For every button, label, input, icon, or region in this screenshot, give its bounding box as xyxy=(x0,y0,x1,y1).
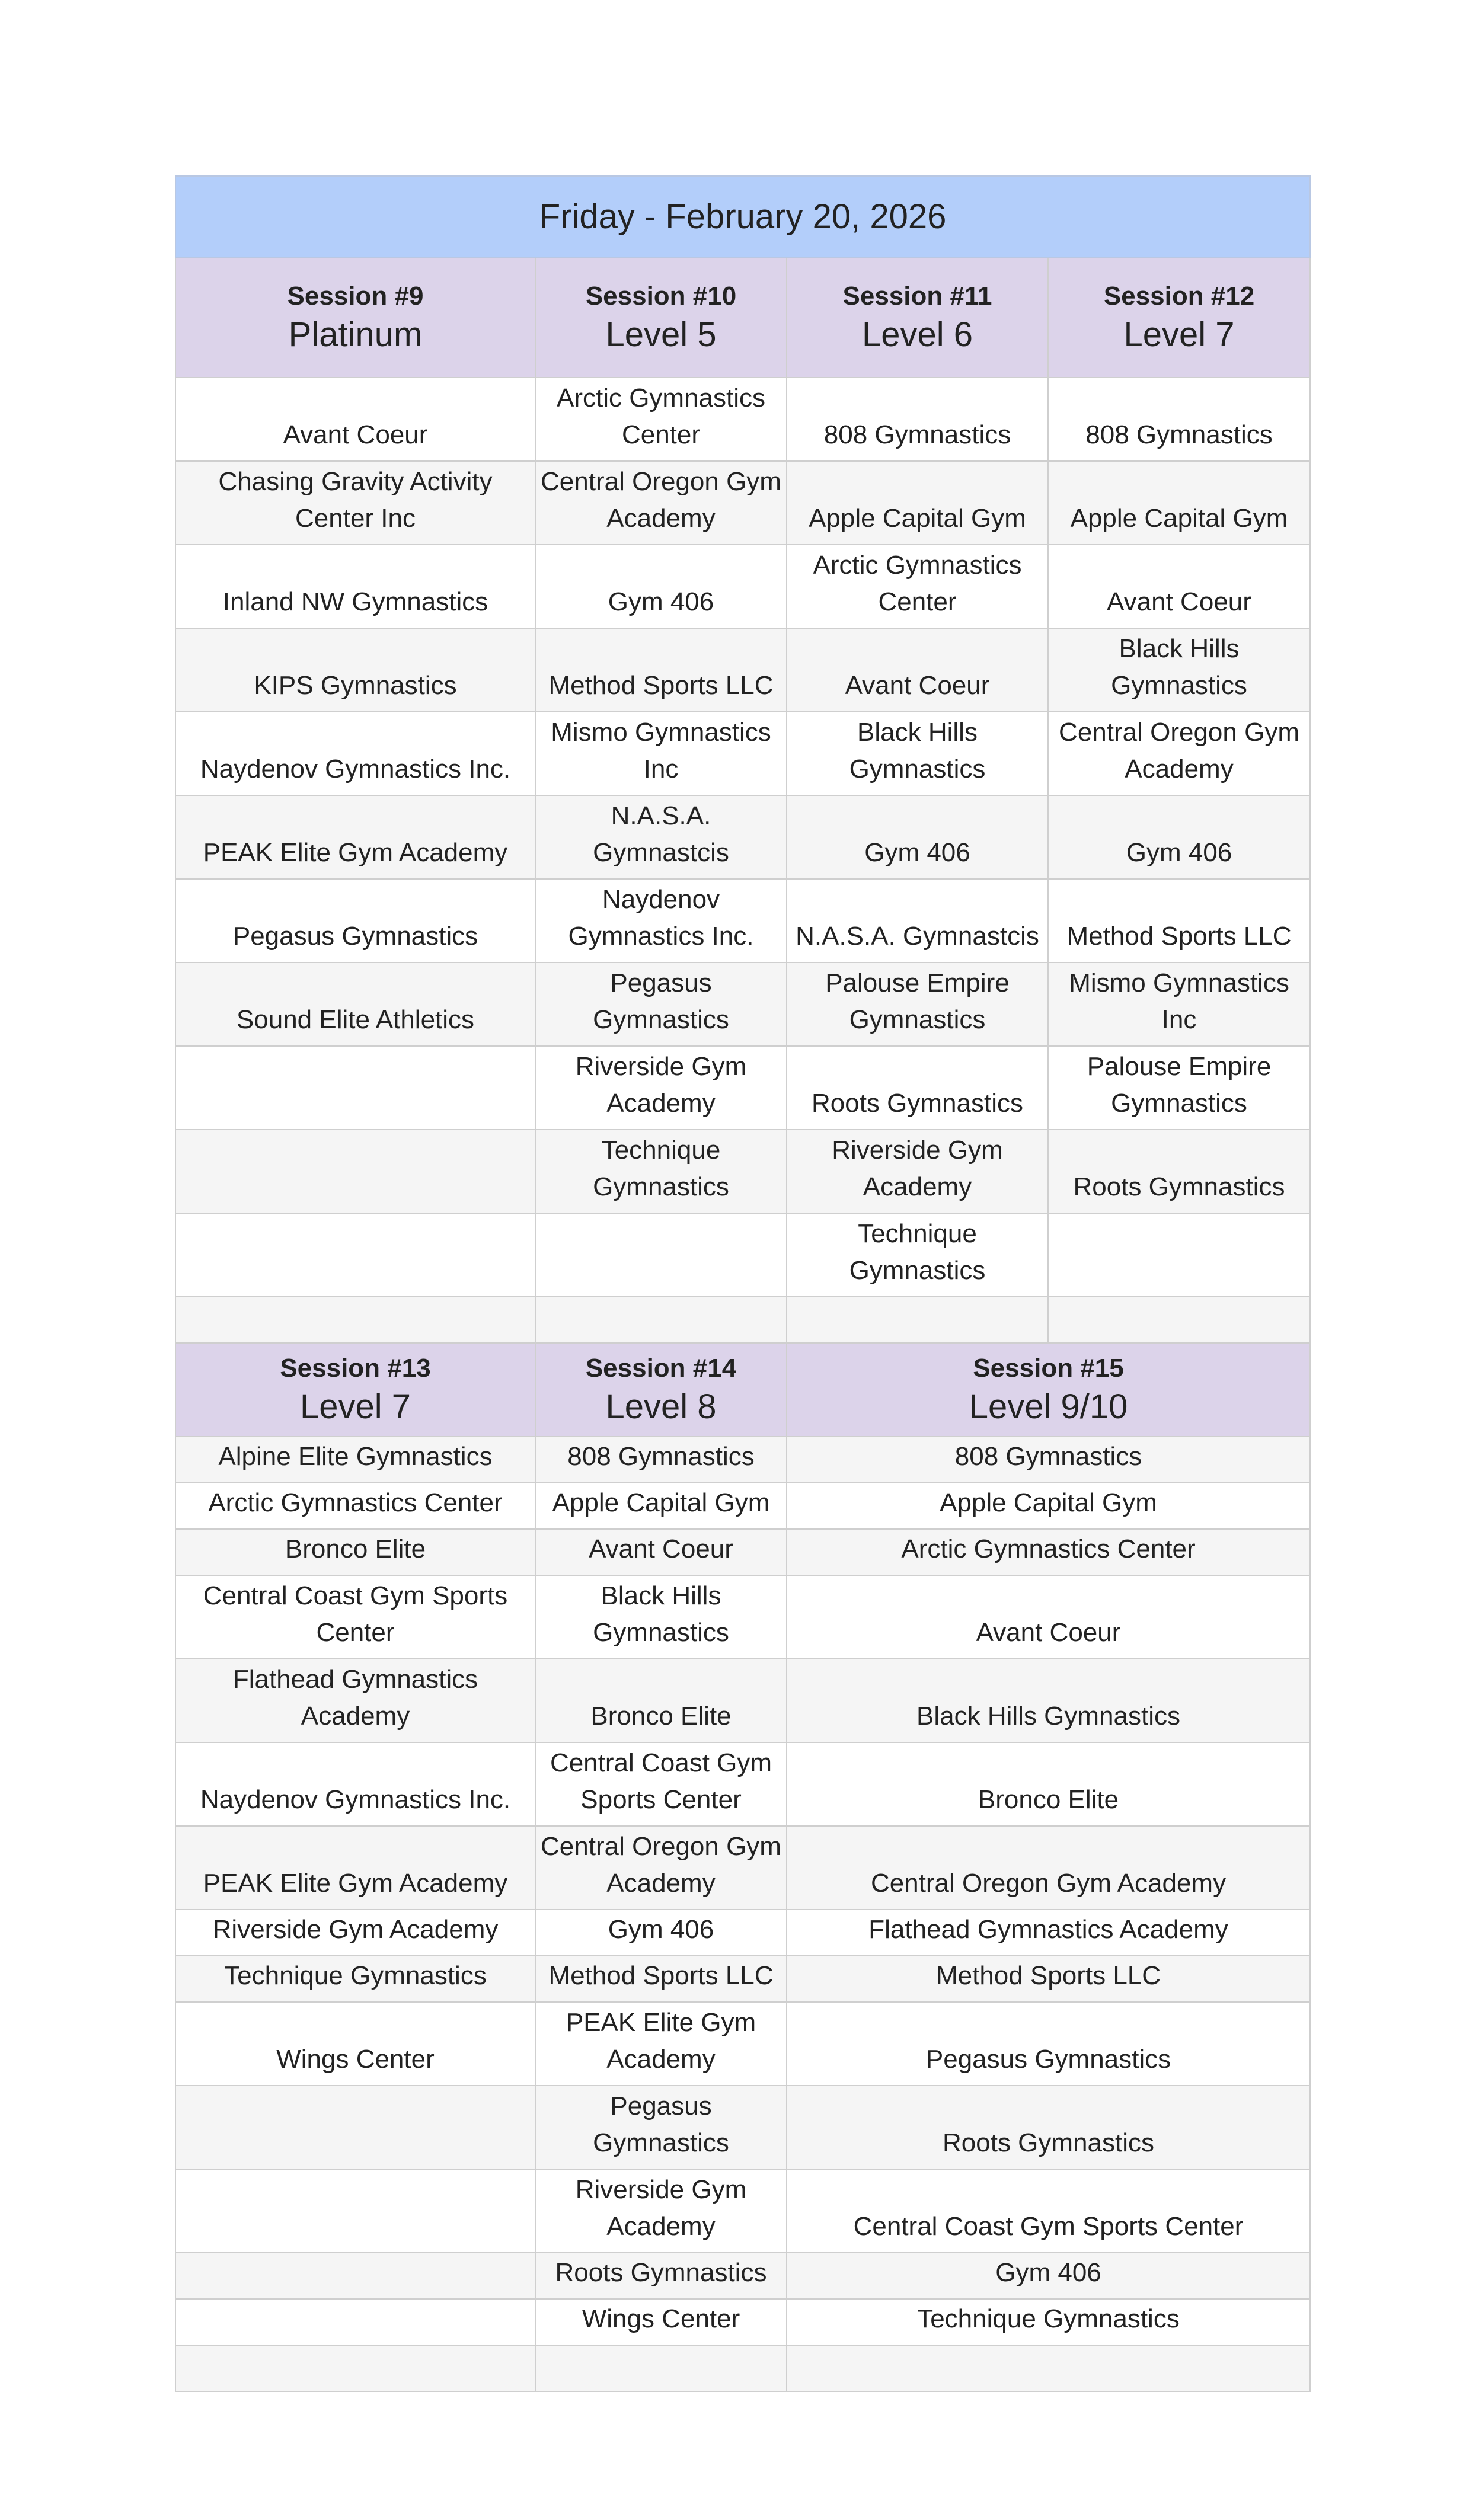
table-row xyxy=(175,1130,1310,1213)
gym-cell: Avant Coeur xyxy=(787,628,1048,712)
gym-cell: Apple Capital Gym xyxy=(787,461,1048,545)
table-row xyxy=(175,1826,1310,1910)
empty-cell xyxy=(535,1297,787,1343)
gym-cell: Black Hills Gymnastics xyxy=(535,1575,787,1659)
gym-cell xyxy=(175,1130,535,1213)
session-level: Level 5 xyxy=(605,315,717,354)
gym-cell: Method Sports LLC xyxy=(535,1956,787,2002)
table-row xyxy=(175,1742,1310,1826)
spacer-row xyxy=(175,1297,1310,1343)
empty-cell xyxy=(175,1297,535,1343)
table-row xyxy=(175,2086,1310,2169)
table-row xyxy=(175,1213,1310,1297)
date-title: Friday - February 20, 2026 xyxy=(175,176,1310,258)
gym-cell: Riverside Gym Academy xyxy=(535,1046,787,1130)
gym-cell: Gym 406 xyxy=(535,1910,787,1956)
gym-cell: Gym 406 xyxy=(787,2253,1310,2299)
session-level: Platinum xyxy=(288,315,423,354)
gym-cell xyxy=(175,2086,535,2169)
gym-cell: Arctic Gymnastics Center xyxy=(787,545,1048,628)
gym-cell: Central Oregon Gym Academy xyxy=(535,461,787,545)
session-header xyxy=(535,1343,787,1437)
gym-cell: Central Oregon Gym Academy xyxy=(1048,712,1310,795)
gym-cell: Wings Center xyxy=(535,2299,787,2345)
gym-cell xyxy=(175,2299,535,2345)
gym-cell: Riverside Gym Academy xyxy=(787,1130,1048,1213)
gym-cell: 808 Gymnastics xyxy=(1048,378,1310,461)
gym-cell: Naydenov Gymnastics Inc. xyxy=(535,879,787,962)
table-row xyxy=(175,1529,1310,1575)
gym-cell: 808 Gymnastics xyxy=(787,378,1048,461)
session-level: Level 6 xyxy=(861,315,973,354)
session-number: Session #12 xyxy=(1103,282,1255,311)
gym-cell: Central Oregon Gym Academy xyxy=(535,1826,787,1910)
empty-cell xyxy=(175,2345,535,2391)
gym-cell: Apple Capital Gym xyxy=(787,1483,1310,1529)
table-row xyxy=(175,1437,1310,1483)
table-row xyxy=(175,2002,1310,2086)
table-row xyxy=(175,2169,1310,2253)
table-row xyxy=(175,2299,1310,2345)
gym-cell: Arctic Gymnastics Center xyxy=(535,378,787,461)
gym-cell: Gym 406 xyxy=(535,545,787,628)
gym-cell: Chasing Gravity Activity Center Inc xyxy=(175,461,535,545)
gym-cell: Pegasus Gymnastics xyxy=(535,962,787,1046)
table-row xyxy=(175,712,1310,795)
gym-cell: Riverside Gym Academy xyxy=(175,1910,535,1956)
gym-cell: Roots Gymnastics xyxy=(535,2253,787,2299)
gym-cell: Sound Elite Athletics xyxy=(175,962,535,1046)
gym-cell: PEAK Elite Gym Academy xyxy=(175,795,535,879)
gym-cell: Black Hills Gymnastics xyxy=(1048,628,1310,712)
gym-cell: Riverside Gym Academy xyxy=(535,2169,787,2253)
session-number: Session #14 xyxy=(585,1354,737,1383)
table-row xyxy=(175,1910,1310,1956)
gym-cell: Palouse Empire Gymnastics xyxy=(787,962,1048,1046)
gym-cell: Method Sports LLC xyxy=(1048,879,1310,962)
empty-cell xyxy=(787,2345,1310,2391)
table-row xyxy=(175,1659,1310,1742)
session-header xyxy=(787,1343,1310,1437)
session-level: Level 9/10 xyxy=(969,1387,1128,1426)
gym-cell: Method Sports LLC xyxy=(535,628,787,712)
gym-cell: Avant Coeur xyxy=(1048,545,1310,628)
gym-cell: Avant Coeur xyxy=(787,1575,1310,1659)
gym-cell: Roots Gymnastics xyxy=(787,2086,1310,2169)
session-header xyxy=(175,258,535,378)
gym-cell: Pegasus Gymnastics xyxy=(175,879,535,962)
gym-cell: Method Sports LLC xyxy=(787,1956,1310,2002)
gym-cell: Inland NW Gymnastics xyxy=(175,545,535,628)
gym-cell: Technique Gymnastics xyxy=(787,2299,1310,2345)
gym-cell: Roots Gymnastics xyxy=(1048,1130,1310,1213)
table-row xyxy=(175,795,1310,879)
table-row xyxy=(175,1956,1310,2002)
session-header xyxy=(175,1343,535,1437)
gym-cell: Palouse Empire Gymnastics xyxy=(1048,1046,1310,1130)
gym-cell: N.A.S.A. Gymnastcis xyxy=(787,879,1048,962)
session-header xyxy=(787,258,1048,378)
gym-cell: Roots Gymnastics xyxy=(787,1046,1048,1130)
gym-cell: Bronco Elite xyxy=(535,1659,787,1742)
gym-cell: Central Oregon Gym Academy xyxy=(787,1826,1310,1910)
gym-cell: Arctic Gymnastics Center xyxy=(787,1529,1310,1575)
gym-cell: Arctic Gymnastics Center xyxy=(175,1483,535,1529)
gym-cell: 808 Gymnastics xyxy=(787,1437,1310,1483)
table-row xyxy=(175,1046,1310,1130)
gym-cell: Naydenov Gymnastics Inc. xyxy=(175,712,535,795)
table-row xyxy=(175,2253,1310,2299)
spacer-row xyxy=(175,2345,1310,2391)
gym-cell: Apple Capital Gym xyxy=(1048,461,1310,545)
gym-cell xyxy=(175,2169,535,2253)
gym-cell: Technique Gymnastics xyxy=(175,1956,535,2002)
gym-cell: Bronco Elite xyxy=(787,1742,1310,1826)
gym-cell: PEAK Elite Gym Academy xyxy=(535,2002,787,2086)
date-header-row xyxy=(175,176,1310,258)
empty-cell xyxy=(1048,1297,1310,1343)
gym-cell: Alpine Elite Gymnastics xyxy=(175,1437,535,1483)
gym-cell: Central Coast Gym Sports Center xyxy=(535,1742,787,1826)
empty-cell xyxy=(535,2345,787,2391)
table-row xyxy=(175,962,1310,1046)
gym-cell: Wings Center xyxy=(175,2002,535,2086)
table-row xyxy=(175,1575,1310,1659)
session-level: Level 7 xyxy=(1123,315,1235,354)
session-number: Session #10 xyxy=(585,282,737,311)
gym-cell: Naydenov Gymnastics Inc. xyxy=(175,1742,535,1826)
gym-cell: Pegasus Gymnastics xyxy=(787,2002,1310,2086)
gym-cell: Central Coast Gym Sports Center xyxy=(175,1575,535,1659)
gym-cell: Black Hills Gymnastics xyxy=(787,712,1048,795)
session-header xyxy=(535,258,787,378)
gym-cell: Avant Coeur xyxy=(535,1529,787,1575)
table-row xyxy=(175,378,1310,461)
session-header-row xyxy=(175,258,1310,378)
table-row xyxy=(175,879,1310,962)
gym-cell xyxy=(1048,1213,1310,1297)
gym-cell: Bronco Elite xyxy=(175,1529,535,1575)
session-number: Session #13 xyxy=(280,1354,431,1383)
gym-cell: Avant Coeur xyxy=(175,378,535,461)
gym-cell: Flathead Gymnastics Academy xyxy=(175,1659,535,1742)
gym-cell: PEAK Elite Gym Academy xyxy=(175,1826,535,1910)
gym-cell: Mismo Gymnastics Inc xyxy=(1048,962,1310,1046)
gym-cell xyxy=(175,2253,535,2299)
gym-cell: Central Coast Gym Sports Center xyxy=(787,2169,1310,2253)
gym-cell: KIPS Gymnastics xyxy=(175,628,535,712)
empty-cell xyxy=(787,1297,1048,1343)
gym-cell: Gym 406 xyxy=(787,795,1048,879)
session-level: Level 7 xyxy=(299,1387,411,1426)
table-row xyxy=(175,628,1310,712)
gym-cell: Pegasus Gymnastics xyxy=(535,2086,787,2169)
gym-cell: Technique Gymnastics xyxy=(535,1130,787,1213)
session-header-row xyxy=(175,1343,1310,1437)
gym-cell: Mismo Gymnastics Inc xyxy=(535,712,787,795)
session-number: Session #9 xyxy=(287,282,424,311)
schedule-table xyxy=(175,175,1311,2392)
gym-cell xyxy=(535,1213,787,1297)
gym-cell xyxy=(175,1046,535,1130)
gym-cell: Apple Capital Gym xyxy=(535,1483,787,1529)
table-row xyxy=(175,545,1310,628)
gym-cell: Technique Gymnastics xyxy=(787,1213,1048,1297)
session-number: Session #11 xyxy=(842,282,992,311)
gym-cell: Black Hills Gymnastics xyxy=(787,1659,1310,1742)
gym-cell xyxy=(175,1213,535,1297)
gym-cell: N.A.S.A. Gymnastcis xyxy=(535,795,787,879)
gym-cell: Gym 406 xyxy=(1048,795,1310,879)
session-number: Session #15 xyxy=(973,1354,1124,1383)
table-row xyxy=(175,1483,1310,1529)
table-row xyxy=(175,461,1310,545)
session-level: Level 8 xyxy=(605,1387,717,1426)
session-header xyxy=(1048,258,1310,378)
gym-cell: Flathead Gymnastics Academy xyxy=(787,1910,1310,1956)
gym-cell: 808 Gymnastics xyxy=(535,1437,787,1483)
